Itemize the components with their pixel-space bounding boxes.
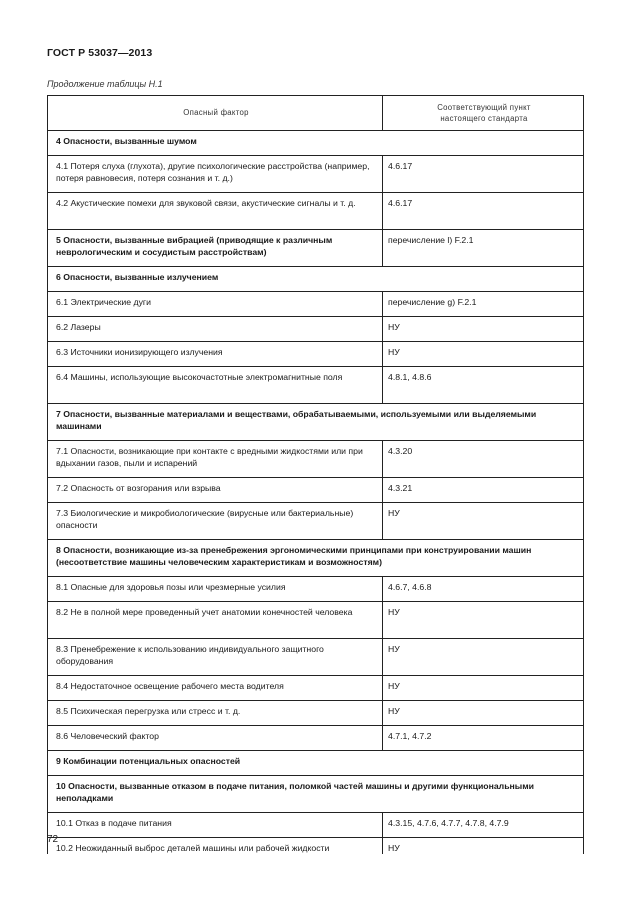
reference-cell: 4.8.1, 4.8.6	[383, 367, 584, 404]
section-title: 10 Опасности, вызванные отказом в подаче питания, поломкой частей машины и другими функциональными неполадками	[48, 776, 584, 813]
table-row	[48, 292, 584, 317]
reference-cell: 4.6.17	[383, 193, 584, 230]
section-title: 4 Опасности, вызванные шумом	[48, 131, 584, 156]
reference-cell: НУ	[383, 838, 584, 855]
table-row	[48, 577, 584, 602]
hazard-factor-cell: 10.2 Неожиданный выброс деталей машины или рабочей жидкости	[48, 838, 383, 855]
section-title: 6 Опасности, вызванные излучением	[48, 267, 584, 292]
reference-cell: 4.7.1, 4.7.2	[383, 726, 584, 751]
hazard-factor-cell: 4.2 Акустические помехи для звуковой связи, акустические сигналы и т. д.	[48, 193, 383, 230]
hazard-factor-cell: 8.1 Опасные для здоровья позы или чрезмерные усилия	[48, 577, 383, 602]
reference-cell: НУ	[383, 317, 584, 342]
hazard-factor-cell: 6.2 Лазеры	[48, 317, 383, 342]
table-row	[48, 193, 584, 230]
reference-cell: НУ	[383, 639, 584, 676]
table-section-row	[48, 751, 584, 776]
section-title: 7 Опасности, вызванные материалами и веществами, обрабатываемыми, используемыми или выделяемыми машинами	[48, 404, 584, 441]
table-row	[48, 838, 584, 855]
hazard-factor-cell: 8.3 Пренебрежение к использованию индивидуального защитного оборудования	[48, 639, 383, 676]
hazard-factor-cell: 6.1 Электрические дуги	[48, 292, 383, 317]
hazard-factor-cell: 8.4 Недостаточное освещение рабочего места водителя	[48, 676, 383, 701]
table-row	[48, 156, 584, 193]
reference-cell: НУ	[383, 602, 584, 639]
reference-cell: НУ	[383, 503, 584, 540]
section-title: 8 Опасности, возникающие из-за пренебрежения эргономическими принципами при конструировании машин (несоответствие машины человеческим характеристикам и возможностям)	[48, 540, 584, 577]
column-header-reference-line1: Соответствующий пункт	[437, 103, 531, 112]
table-header-row	[48, 96, 584, 131]
table-caption: Продолжение таблицы Н.1	[47, 79, 163, 89]
table-row	[48, 639, 584, 676]
reference-cell: НУ	[383, 342, 584, 367]
reference-cell: НУ	[383, 676, 584, 701]
hazard-factor-cell: 6.4 Машины, использующие высокочастотные электромагнитные поля	[48, 367, 383, 404]
table-row	[48, 342, 584, 367]
hazard-factor-cell: 8.6 Человеческий фактор	[48, 726, 383, 751]
hazard-factor-cell: 5 Опасности, вызванные вибрацией (приводящие к различным неврологическим и сосудистым расстройствам)	[48, 230, 383, 267]
table-section-row	[48, 404, 584, 441]
table-row	[48, 726, 584, 751]
column-header-reference-line2: настоящего стандарта	[440, 114, 528, 123]
hazard-factor-cell: 7.2 Опасность от возгорания или взрыва	[48, 478, 383, 503]
reference-cell: 4.6.7, 4.6.8	[383, 577, 584, 602]
reference-cell: НУ	[383, 701, 584, 726]
table-row	[48, 317, 584, 342]
table-row	[48, 813, 584, 838]
hazard-factor-cell: 4.1 Потеря слуха (глухота), другие психологические расстройства (например, потеря равновесия, потеря сознания и т. д.)	[48, 156, 383, 193]
table-section-row	[48, 131, 584, 156]
hazard-factor-cell: 8.5 Психическая перегрузка или стресс и т. д.	[48, 701, 383, 726]
table-row	[48, 367, 584, 404]
reference-cell: перечисление g) F.2.1	[383, 292, 584, 317]
table-row	[48, 602, 584, 639]
hazard-factor-cell: 7.3 Биологические и микробиологические (вирусные или бактериальные) опасности	[48, 503, 383, 540]
table-row	[48, 701, 584, 726]
hazard-factor-cell: 10.1 Отказ в подаче питания	[48, 813, 383, 838]
column-header-factor: Опасный фактор	[48, 96, 383, 131]
reference-cell: 4.6.17	[383, 156, 584, 193]
hazard-factor-cell: 6.3 Источники ионизирующего излучения	[48, 342, 383, 367]
reference-cell: 4.3.20	[383, 441, 584, 478]
column-header-reference	[383, 96, 584, 131]
table-row	[48, 503, 584, 540]
table-row	[48, 230, 584, 267]
hazard-factor-cell: 8.2 Не в полной мере проведенный учет анатомии конечностей человека	[48, 602, 383, 639]
reference-cell: 4.3.21	[383, 478, 584, 503]
table-row	[48, 441, 584, 478]
table-section-row	[48, 776, 584, 813]
table-row	[48, 676, 584, 701]
table-section-row	[48, 540, 584, 577]
table-section-row	[48, 267, 584, 292]
reference-cell: 4.3.15, 4.7.6, 4.7.7, 4.7.8, 4.7.9	[383, 813, 584, 838]
hazard-factor-cell: 7.1 Опасности, возникающие при контакте с вредными жидкостями или при вдыхании газов, пыли и испарений	[48, 441, 383, 478]
section-title: 9 Комбинации потенциальных опасностей	[48, 751, 584, 776]
document-header: ГОСТ Р 53037—2013	[47, 47, 153, 59]
reference-cell: перечисление l) F.2.1	[383, 230, 584, 267]
page-number: 72	[47, 834, 59, 845]
table-row	[48, 478, 584, 503]
hazard-table	[47, 95, 584, 854]
